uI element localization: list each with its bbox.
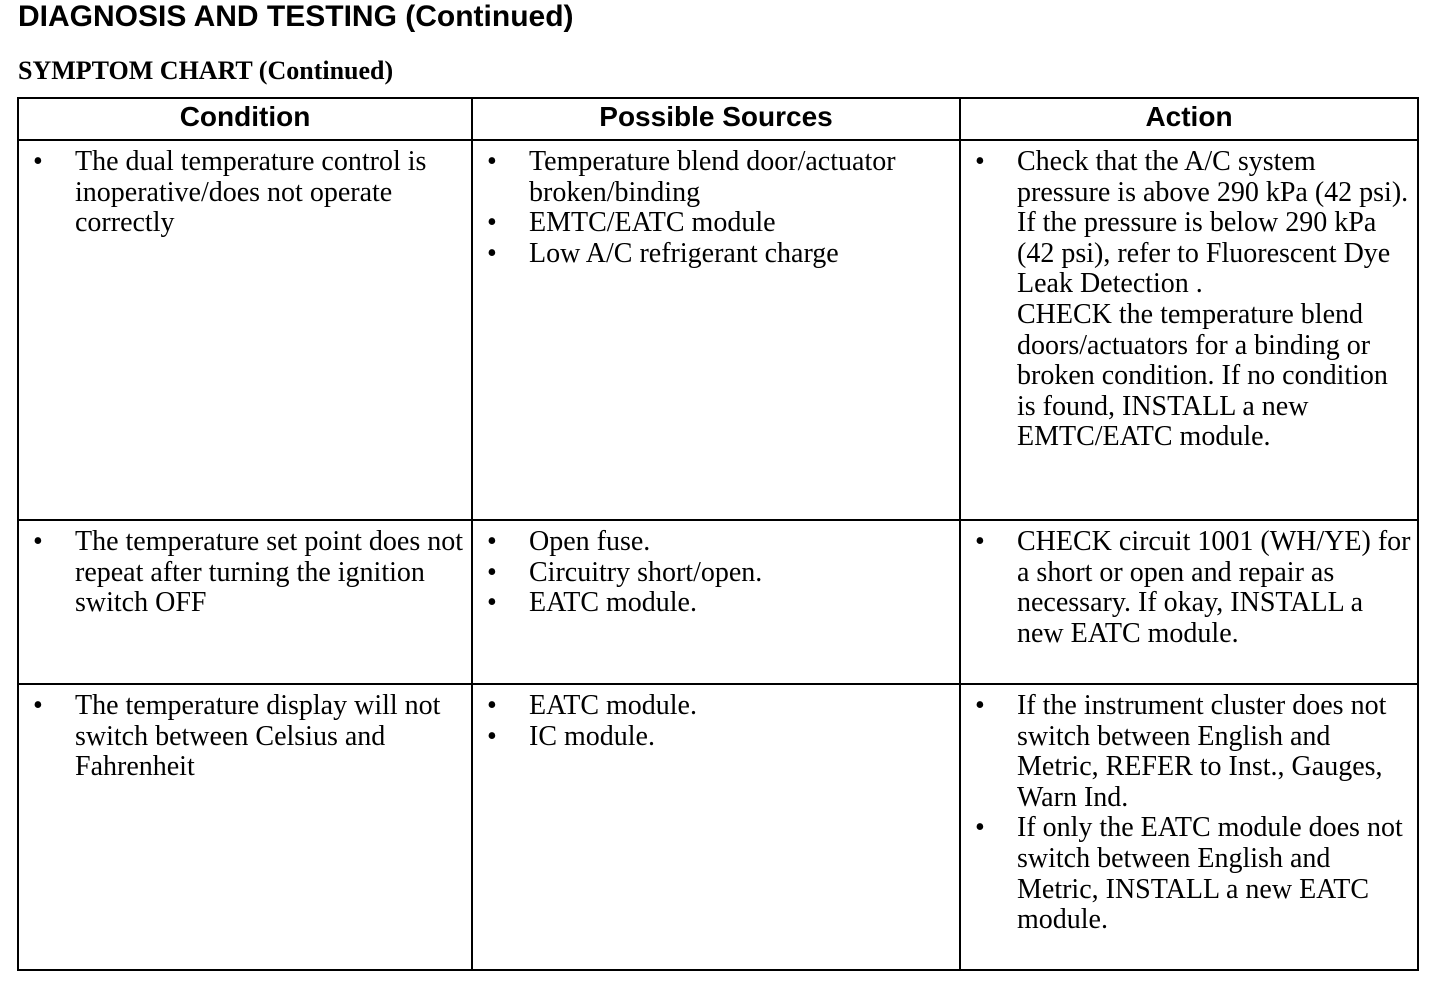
list-item: • EATC module. (487, 690, 697, 721)
bullet-icon: • (33, 146, 43, 177)
list-item: • If the instrument cluster does not switch between English and Metric, REFER to Inst., Gauges, Warn Ind. (975, 690, 1387, 813)
symptom-chart-table (17, 97, 1419, 971)
list-item: • CHECK circuit 1001 (WH/YE) for a short or open and repair as necessary. If okay, INSTALL a new EATC module. (975, 526, 1411, 649)
list-item: • If only the EATC module does not switch between English and Metric, INSTALL a new EATC module. (975, 812, 1403, 936)
column-header-condition: Condition (18, 98, 472, 140)
column-header-action: Action (960, 98, 1418, 140)
bullet-icon: • (975, 526, 985, 557)
bullet-icon: • (487, 556, 497, 588)
list-item: • IC module. (487, 720, 655, 752)
column-header-possible-sources: Possible Sources (472, 98, 960, 140)
bullet-icon: • (487, 720, 497, 752)
table-header-row (18, 98, 1418, 140)
list-item: • The temperature display will not switch between Celsius and Fahrenheit (33, 690, 441, 783)
list-item: • Low A/C refrigerant charge (487, 237, 839, 269)
action-cell (960, 684, 1418, 970)
table-row (18, 684, 1418, 970)
action-paragraph: CHECK the temperature blend doors/actuators for a binding or broken condition. If no condition is found, INSTALL a new EMTC/EATC module. (1017, 298, 1388, 453)
page-title: DIAGNOSIS AND TESTING (Continued) (18, 0, 574, 33)
action-paragraph: Check that the A/C system pressure is above 290 kPa (42 psi). If the pressure is below 290 kPa (42 psi), refer to Fluorescent Dye Leak Detection . (1017, 146, 1409, 300)
condition-cell (18, 520, 472, 684)
bullet-icon: • (487, 237, 497, 269)
possible-sources-cell (472, 684, 960, 970)
bullet-icon: • (975, 690, 985, 721)
condition-cell (18, 140, 472, 520)
table-row (18, 520, 1418, 684)
action-cell (960, 520, 1418, 684)
list-item: • EMTC/EATC module (487, 207, 776, 239)
list-item (967, 147, 1413, 453)
list-item: • The dual temperature control is inoperative/does not operate correctly (33, 146, 427, 239)
list-item: • The temperature set point does not repeat after turning the ignition switch OFF (33, 526, 463, 619)
list-item: • EATC module. (487, 587, 697, 619)
bullet-icon: • (33, 526, 43, 557)
possible-sources-cell (472, 140, 960, 520)
bullet-icon: • (487, 690, 497, 721)
list-item: • Temperature blend door/actuator broken/binding (487, 146, 896, 208)
bullet-icon: • (975, 812, 985, 844)
bullet-icon: • (487, 526, 497, 557)
table-row (18, 140, 1418, 520)
bullet-icon: • (975, 146, 985, 177)
list-item: • Open fuse. (487, 526, 651, 557)
section-title: SYMPTOM CHART (Continued) (18, 56, 394, 85)
bullet-icon: • (487, 587, 497, 619)
bullet-icon: • (487, 207, 497, 239)
possible-sources-cell (472, 520, 960, 684)
bullet-icon: • (33, 690, 43, 721)
condition-cell (18, 684, 472, 970)
bullet-icon: • (487, 146, 497, 177)
list-item: • Circuitry short/open. (487, 556, 763, 588)
action-cell (960, 140, 1418, 520)
